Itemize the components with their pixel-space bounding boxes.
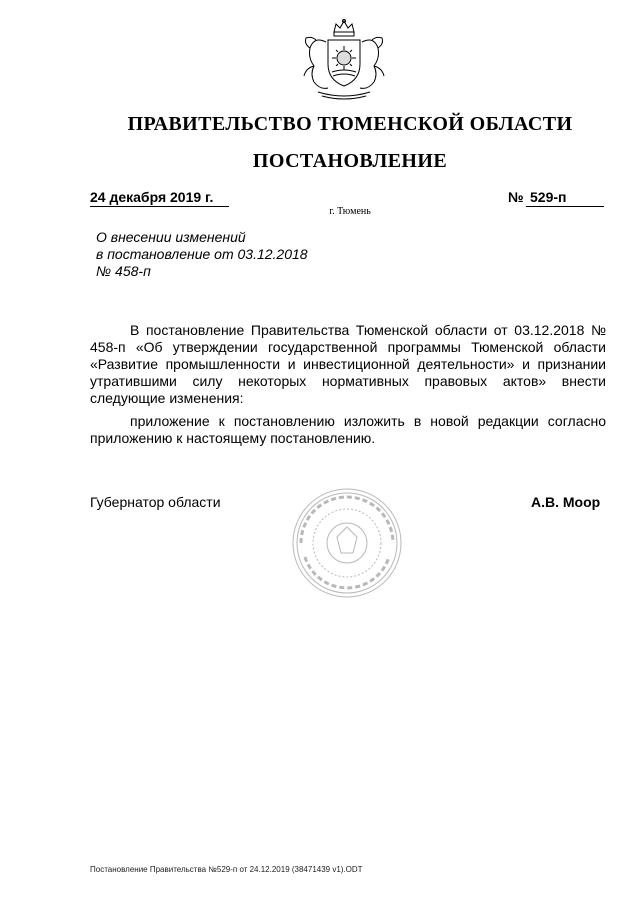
subject-line: № 458-п: [96, 263, 151, 279]
document-kind-title: ПОСТАНОВЛЕНИЕ: [252, 150, 448, 172]
document-footer: Постановление Правительства №529-п от 24.12.2019 (38471439 v1).ODT: [90, 865, 363, 874]
document-body: [90, 322, 606, 447]
body-paragraph: В постановление Правительства Тюменской области от 03.12.2018 № 458-п «Об утверждении государственной программы Тюменской области «Развитие промышленности и инвестиционной деятельности» и признании утратившими силу некоторых нормативных правовых актов» внести следующие изменения:: [90, 322, 606, 406]
document-date: 24 декабря 2019 г.: [90, 189, 229, 207]
document-subject: [96, 229, 308, 280]
government-title: ПРАВИТЕЛЬСТВО ТЮМЕНСКОЙ ОБЛАСТИ: [127, 113, 573, 135]
document-number: 529-п: [526, 189, 604, 207]
signatory-position: Губернатор области: [90, 494, 221, 510]
body-paragraph: приложение к постановлению изложить в новой редакции согласно приложению к настоящему постановлению.: [90, 413, 606, 446]
city-label: г. Тюмень: [329, 206, 371, 217]
signatory-name: А.В. Моор: [531, 494, 601, 510]
subject-line: О внесении изменений: [96, 229, 246, 245]
coat-of-arms-icon: [298, 18, 390, 102]
subject-line: в постановление от 03.12.2018: [96, 246, 308, 262]
official-seal-icon: [291, 487, 403, 599]
number-sign: №: [508, 189, 524, 205]
